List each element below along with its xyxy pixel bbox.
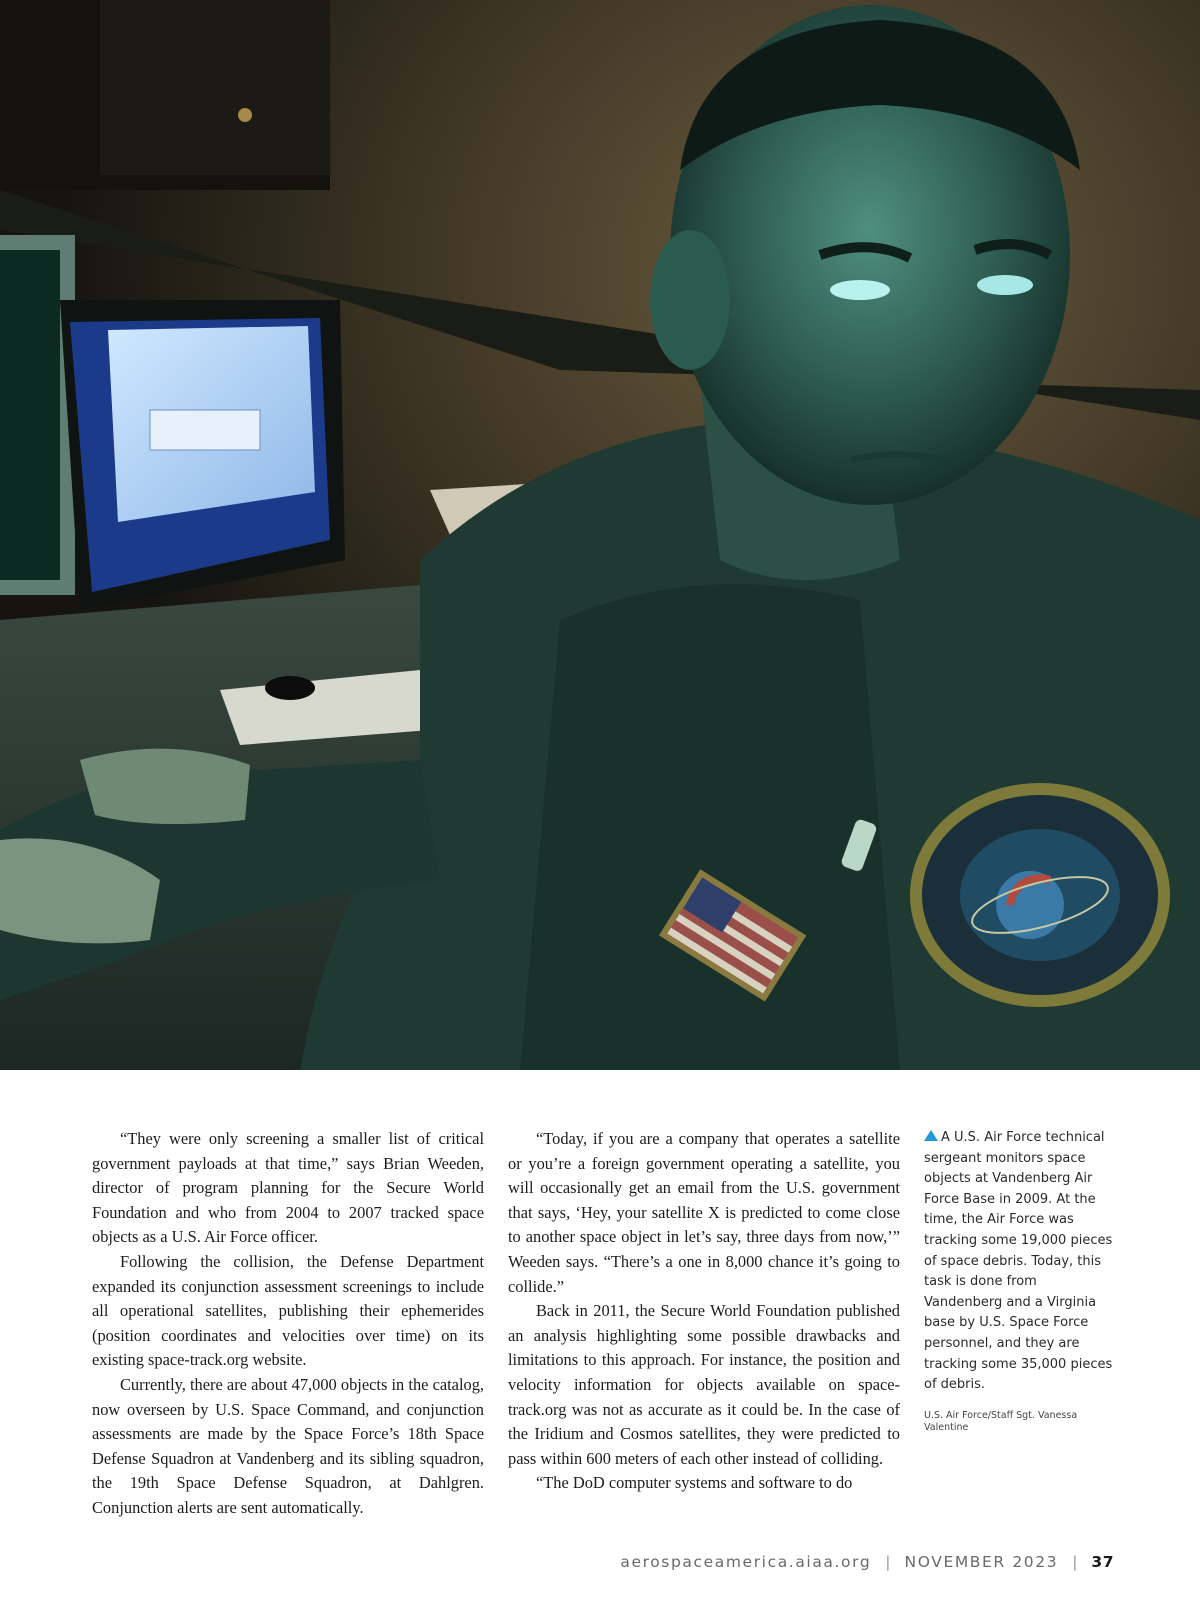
footer-date: NOVEMBER 2023 bbox=[904, 1553, 1059, 1571]
paragraph: “Today, if you are a company that operates a satellite or you’re a foreign government operating a satellite, you will occasionally get an email from the U.S. government that says, ‘Hey, your satellite X is predicted to come close to another space object in let’s say, three days from now,’” Weeden says. “There’s a one in 8,000 chance it’s going to collide.” bbox=[508, 1129, 900, 1296]
footer-separator: | bbox=[885, 1553, 891, 1571]
article-column-2 bbox=[508, 1127, 900, 1496]
paragraph: Back in 2011, the Secure World Foundation published an analysis highlighting some possible drawbacks and limitations to this approach. For instance, the position and velocity information for objects available on space-track.org was not as accurate as it could be. In the case of the Iridium and Cosmos satellites, they were predicted to pass within 600 meters of each other instead of colliding. bbox=[508, 1301, 900, 1468]
page-footer bbox=[620, 1553, 1114, 1571]
mission-patch bbox=[910, 783, 1170, 1007]
paragraph: Currently, there are about 47,000 objects in the catalog, now overseen by U.S. Space Command, and conjunction assessments are made by the Space Force’s 18th Space Defense Squadron at Vandenberg and its sibling squadron, the 19th Space Defense Squadron, at Dahlgren. Conjunction alerts are sent automatically. bbox=[92, 1374, 484, 1517]
photo-credit: U.S. Air Force/Staff Sgt. Vanessa Valentine bbox=[924, 1410, 1078, 1433]
paragraph: “They were only screening a smaller list of critical government payloads at that time,” says Brian Weeden, director of program planning for the Secure World Foundation and who from 2004 to 2007 tracked space objects as a U.S. Air Force officer. bbox=[92, 1129, 484, 1247]
footer-site: aerospaceamerica.aiaa.org bbox=[620, 1553, 872, 1571]
photo-caption bbox=[924, 1128, 1114, 1396]
paragraph: Following the collision, the Defense Department expanded its conjunction assessment screenings to include all operational satellites, publishing their ephemerides (position coordinates and velocities over time) on its existing space-track.org website. bbox=[92, 1251, 484, 1370]
caption-text: A U.S. Air Force technical sergeant monitors space objects at Vandenberg Air Force Base in 2009. At the time, the Air Force was tracking some 19,000 pieces of space debris. Today, this task is done from Vandenberg and a Virginia base by U.S. Space Force personnel, and they are tracking some 35,000 pieces of debris. bbox=[924, 1130, 1113, 1393]
caption-pointer-icon bbox=[924, 1130, 938, 1141]
footer-separator: | bbox=[1072, 1553, 1078, 1571]
article-column-1 bbox=[92, 1127, 484, 1521]
paragraph: “The DoD computer systems and software to do bbox=[536, 1473, 853, 1493]
page-number: 37 bbox=[1091, 1553, 1114, 1571]
